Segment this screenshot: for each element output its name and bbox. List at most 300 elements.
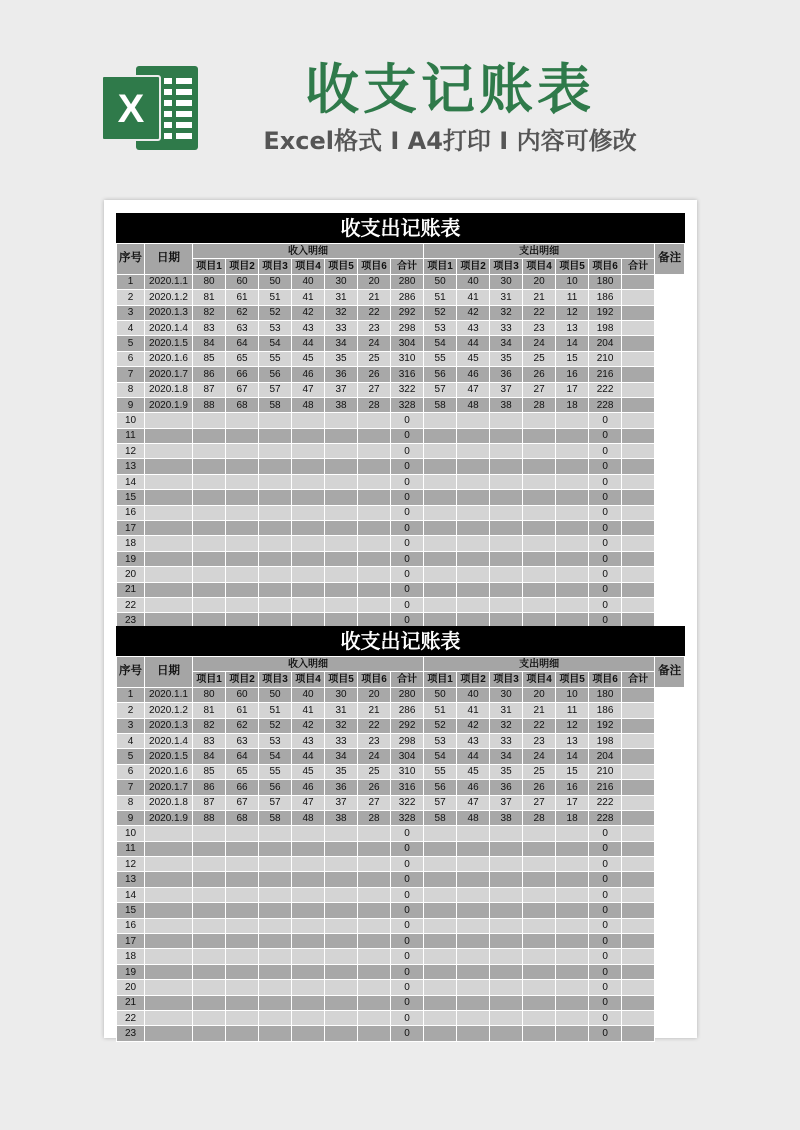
row-value[interactable] [457, 903, 490, 918]
row-value[interactable]: 32 [490, 718, 523, 733]
row-value[interactable]: 0 [391, 887, 424, 902]
row-value[interactable] [292, 918, 325, 933]
row-value[interactable] [556, 857, 589, 872]
row-value[interactable] [325, 521, 358, 536]
row-value[interactable] [292, 857, 325, 872]
row-note[interactable] [622, 536, 655, 551]
row-value[interactable]: 328 [391, 810, 424, 825]
row-value[interactable]: 30 [325, 687, 358, 702]
row-value[interactable]: 51 [259, 290, 292, 305]
row-value[interactable] [523, 1010, 556, 1025]
row-value[interactable]: 33 [325, 320, 358, 335]
row-date[interactable]: 2020.1.9 [145, 397, 193, 412]
row-value[interactable] [325, 826, 358, 841]
row-value[interactable] [226, 567, 259, 582]
row-value[interactable]: 26 [358, 367, 391, 382]
row-value[interactable]: 66 [226, 780, 259, 795]
row-value[interactable] [490, 567, 523, 582]
row-value[interactable] [358, 444, 391, 459]
row-value[interactable] [325, 490, 358, 505]
row-value[interactable] [556, 872, 589, 887]
row-note[interactable] [622, 918, 655, 933]
row-value[interactable]: 22 [523, 305, 556, 320]
row-date[interactable]: 2020.1.6 [145, 764, 193, 779]
row-index[interactable]: 1 [117, 274, 145, 289]
row-index[interactable]: 15 [117, 490, 145, 505]
row-date[interactable] [145, 536, 193, 551]
row-note[interactable] [622, 703, 655, 718]
row-value[interactable] [259, 505, 292, 520]
row-value[interactable]: 0 [391, 474, 424, 489]
row-note[interactable] [622, 505, 655, 520]
row-value[interactable]: 64 [226, 336, 259, 351]
row-value[interactable]: 32 [325, 305, 358, 320]
row-value[interactable]: 46 [457, 780, 490, 795]
row-value[interactable] [193, 413, 226, 428]
row-value[interactable] [556, 826, 589, 841]
row-value[interactable] [226, 490, 259, 505]
row-value[interactable]: 68 [226, 810, 259, 825]
row-date[interactable] [145, 964, 193, 979]
row-value[interactable] [193, 459, 226, 474]
row-value[interactable] [490, 980, 523, 995]
row-value[interactable]: 26 [523, 367, 556, 382]
row-value[interactable]: 83 [193, 733, 226, 748]
row-value[interactable]: 0 [391, 857, 424, 872]
row-value[interactable]: 35 [490, 351, 523, 366]
row-value[interactable] [523, 918, 556, 933]
row-value[interactable] [226, 826, 259, 841]
row-value[interactable] [358, 567, 391, 582]
row-value[interactable]: 0 [589, 903, 622, 918]
row-value[interactable] [424, 903, 457, 918]
row-value[interactable]: 50 [424, 274, 457, 289]
row-value[interactable] [193, 1026, 226, 1041]
row-value[interactable]: 80 [193, 687, 226, 702]
row-value[interactable]: 30 [325, 274, 358, 289]
row-value[interactable] [292, 597, 325, 612]
row-value[interactable]: 41 [292, 290, 325, 305]
row-value[interactable]: 47 [457, 795, 490, 810]
row-date[interactable]: 2020.1.5 [145, 336, 193, 351]
row-value[interactable] [490, 1010, 523, 1025]
row-date[interactable]: 2020.1.8 [145, 795, 193, 810]
row-value[interactable]: 24 [523, 336, 556, 351]
row-note[interactable] [622, 459, 655, 474]
row-index[interactable]: 20 [117, 980, 145, 995]
row-value[interactable] [523, 597, 556, 612]
row-value[interactable]: 12 [556, 305, 589, 320]
row-value[interactable]: 12 [556, 718, 589, 733]
row-value[interactable]: 304 [391, 749, 424, 764]
row-index[interactable]: 23 [117, 1026, 145, 1041]
row-value[interactable] [424, 995, 457, 1010]
row-value[interactable] [556, 980, 589, 995]
row-value[interactable]: 44 [292, 336, 325, 351]
row-value[interactable]: 41 [457, 703, 490, 718]
row-value[interactable]: 43 [457, 733, 490, 748]
row-date[interactable] [145, 887, 193, 902]
row-date[interactable] [145, 903, 193, 918]
row-value[interactable] [556, 949, 589, 964]
row-value[interactable] [457, 444, 490, 459]
row-value[interactable] [292, 903, 325, 918]
row-value[interactable]: 27 [523, 382, 556, 397]
row-value[interactable] [424, 428, 457, 443]
row-value[interactable]: 0 [589, 949, 622, 964]
row-value[interactable]: 228 [589, 810, 622, 825]
row-value[interactable] [226, 949, 259, 964]
row-value[interactable]: 0 [589, 1010, 622, 1025]
row-value[interactable] [193, 474, 226, 489]
row-value[interactable] [523, 505, 556, 520]
row-value[interactable] [325, 536, 358, 551]
row-value[interactable] [424, 474, 457, 489]
row-note[interactable] [622, 795, 655, 810]
row-value[interactable]: 65 [226, 764, 259, 779]
row-value[interactable] [226, 474, 259, 489]
row-value[interactable]: 222 [589, 795, 622, 810]
row-date[interactable]: 2020.1.9 [145, 810, 193, 825]
row-value[interactable] [523, 428, 556, 443]
row-date[interactable]: 2020.1.7 [145, 367, 193, 382]
row-value[interactable]: 222 [589, 382, 622, 397]
row-value[interactable] [292, 887, 325, 902]
row-value[interactable] [325, 934, 358, 949]
row-date[interactable]: 2020.1.2 [145, 703, 193, 718]
row-value[interactable] [523, 949, 556, 964]
row-note[interactable] [622, 290, 655, 305]
row-value[interactable] [457, 521, 490, 536]
row-value[interactable]: 15 [556, 764, 589, 779]
row-value[interactable]: 328 [391, 397, 424, 412]
row-value[interactable] [358, 428, 391, 443]
row-value[interactable]: 28 [358, 810, 391, 825]
row-value[interactable] [325, 428, 358, 443]
row-value[interactable]: 27 [358, 795, 391, 810]
row-note[interactable] [622, 1026, 655, 1041]
row-value[interactable] [556, 1026, 589, 1041]
row-note[interactable] [622, 428, 655, 443]
row-value[interactable] [457, 980, 490, 995]
row-value[interactable] [259, 597, 292, 612]
row-value[interactable]: 87 [193, 382, 226, 397]
row-date[interactable] [145, 995, 193, 1010]
row-index[interactable]: 9 [117, 397, 145, 412]
row-date[interactable] [145, 949, 193, 964]
row-note[interactable] [622, 780, 655, 795]
row-date[interactable] [145, 1026, 193, 1041]
row-value[interactable]: 57 [259, 795, 292, 810]
row-value[interactable]: 85 [193, 351, 226, 366]
row-value[interactable]: 84 [193, 749, 226, 764]
row-value[interactable]: 28 [523, 810, 556, 825]
row-value[interactable] [292, 1026, 325, 1041]
row-value[interactable] [424, 964, 457, 979]
row-value[interactable]: 55 [424, 764, 457, 779]
row-index[interactable]: 4 [117, 320, 145, 335]
row-value[interactable] [457, 567, 490, 582]
row-date[interactable] [145, 857, 193, 872]
row-date[interactable]: 2020.1.5 [145, 749, 193, 764]
row-value[interactable] [424, 413, 457, 428]
row-value[interactable]: 23 [358, 733, 391, 748]
row-value[interactable] [358, 964, 391, 979]
row-value[interactable] [556, 841, 589, 856]
row-value[interactable]: 31 [325, 703, 358, 718]
row-index[interactable]: 23 [117, 613, 145, 628]
row-value[interactable] [325, 505, 358, 520]
row-value[interactable]: 228 [589, 397, 622, 412]
row-value[interactable] [523, 857, 556, 872]
row-value[interactable]: 52 [259, 718, 292, 733]
row-note[interactable] [622, 490, 655, 505]
row-note[interactable] [622, 687, 655, 702]
row-value[interactable]: 0 [589, 1026, 622, 1041]
row-value[interactable] [424, 872, 457, 887]
row-note[interactable] [622, 367, 655, 382]
row-value[interactable] [457, 1010, 490, 1025]
row-value[interactable]: 53 [424, 733, 457, 748]
row-note[interactable] [622, 903, 655, 918]
row-date[interactable]: 2020.1.4 [145, 320, 193, 335]
row-value[interactable]: 53 [259, 733, 292, 748]
row-value[interactable]: 48 [457, 810, 490, 825]
row-date[interactable] [145, 841, 193, 856]
row-value[interactable]: 280 [391, 687, 424, 702]
row-index[interactable]: 2 [117, 290, 145, 305]
row-value[interactable] [358, 474, 391, 489]
row-value[interactable]: 82 [193, 305, 226, 320]
row-value[interactable]: 14 [556, 336, 589, 351]
row-value[interactable] [523, 536, 556, 551]
row-value[interactable] [292, 428, 325, 443]
row-value[interactable] [226, 841, 259, 856]
row-value[interactable]: 34 [325, 749, 358, 764]
row-value[interactable] [292, 521, 325, 536]
row-note[interactable] [622, 857, 655, 872]
row-value[interactable]: 48 [292, 397, 325, 412]
row-value[interactable] [457, 964, 490, 979]
row-value[interactable] [490, 536, 523, 551]
row-index[interactable]: 2 [117, 703, 145, 718]
row-value[interactable]: 292 [391, 718, 424, 733]
row-value[interactable]: 68 [226, 397, 259, 412]
row-value[interactable]: 38 [325, 810, 358, 825]
row-value[interactable] [259, 980, 292, 995]
row-value[interactable]: 0 [391, 918, 424, 933]
row-value[interactable] [259, 444, 292, 459]
row-value[interactable]: 43 [292, 733, 325, 748]
row-value[interactable] [325, 995, 358, 1010]
row-date[interactable] [145, 521, 193, 536]
row-value[interactable] [193, 841, 226, 856]
row-value[interactable] [358, 934, 391, 949]
row-value[interactable]: 0 [589, 582, 622, 597]
row-index[interactable]: 14 [117, 474, 145, 489]
row-value[interactable] [325, 551, 358, 566]
row-value[interactable] [358, 536, 391, 551]
row-value[interactable]: 45 [457, 351, 490, 366]
row-value[interactable] [490, 521, 523, 536]
row-value[interactable]: 0 [391, 521, 424, 536]
row-value[interactable] [457, 597, 490, 612]
row-index[interactable]: 13 [117, 459, 145, 474]
row-value[interactable]: 31 [490, 290, 523, 305]
row-index[interactable]: 19 [117, 551, 145, 566]
row-value[interactable]: 47 [292, 795, 325, 810]
row-value[interactable]: 24 [523, 749, 556, 764]
row-value[interactable] [226, 551, 259, 566]
row-value[interactable] [457, 474, 490, 489]
row-value[interactable]: 36 [490, 780, 523, 795]
row-value[interactable] [457, 949, 490, 964]
row-value[interactable]: 42 [292, 305, 325, 320]
row-value[interactable] [358, 551, 391, 566]
row-date[interactable] [145, 551, 193, 566]
row-value[interactable] [193, 980, 226, 995]
row-value[interactable] [457, 413, 490, 428]
row-value[interactable]: 42 [457, 305, 490, 320]
row-value[interactable]: 0 [589, 964, 622, 979]
row-index[interactable]: 8 [117, 382, 145, 397]
row-value[interactable] [292, 1010, 325, 1025]
row-value[interactable]: 58 [259, 397, 292, 412]
row-value[interactable]: 34 [490, 749, 523, 764]
row-value[interactable]: 0 [589, 980, 622, 995]
row-value[interactable]: 66 [226, 367, 259, 382]
row-value[interactable]: 44 [457, 336, 490, 351]
row-index[interactable]: 5 [117, 749, 145, 764]
row-value[interactable] [358, 857, 391, 872]
row-value[interactable]: 316 [391, 780, 424, 795]
row-index[interactable]: 9 [117, 810, 145, 825]
row-value[interactable] [325, 887, 358, 902]
row-value[interactable]: 33 [325, 733, 358, 748]
row-value[interactable]: 31 [490, 703, 523, 718]
row-value[interactable] [523, 995, 556, 1010]
row-value[interactable]: 21 [523, 703, 556, 718]
row-value[interactable]: 63 [226, 320, 259, 335]
row-value[interactable]: 0 [391, 459, 424, 474]
row-note[interactable] [622, 320, 655, 335]
row-value[interactable]: 0 [391, 613, 424, 628]
row-value[interactable] [556, 474, 589, 489]
row-value[interactable] [193, 567, 226, 582]
row-value[interactable]: 13 [556, 733, 589, 748]
row-value[interactable] [457, 428, 490, 443]
row-value[interactable] [523, 980, 556, 995]
row-value[interactable]: 65 [226, 351, 259, 366]
row-note[interactable] [622, 444, 655, 459]
row-value[interactable] [325, 582, 358, 597]
row-value[interactable]: 52 [424, 305, 457, 320]
row-value[interactable] [556, 1010, 589, 1025]
row-value[interactable] [259, 536, 292, 551]
row-value[interactable] [523, 903, 556, 918]
row-value[interactable] [193, 490, 226, 505]
row-value[interactable]: 0 [589, 490, 622, 505]
row-value[interactable] [193, 1010, 226, 1025]
row-value[interactable] [325, 1010, 358, 1025]
row-value[interactable] [193, 521, 226, 536]
row-value[interactable] [490, 841, 523, 856]
row-note[interactable] [622, 305, 655, 320]
row-value[interactable] [259, 872, 292, 887]
row-value[interactable] [556, 934, 589, 949]
row-value[interactable] [226, 521, 259, 536]
row-value[interactable] [424, 459, 457, 474]
row-value[interactable] [523, 582, 556, 597]
row-value[interactable]: 0 [589, 597, 622, 612]
row-value[interactable] [424, 582, 457, 597]
row-value[interactable] [358, 949, 391, 964]
row-value[interactable] [556, 887, 589, 902]
row-date[interactable]: 2020.1.4 [145, 733, 193, 748]
row-value[interactable]: 27 [358, 382, 391, 397]
row-value[interactable] [193, 428, 226, 443]
row-index[interactable]: 6 [117, 764, 145, 779]
row-value[interactable] [193, 536, 226, 551]
row-value[interactable] [193, 964, 226, 979]
row-value[interactable]: 24 [358, 749, 391, 764]
row-value[interactable]: 310 [391, 351, 424, 366]
row-index[interactable]: 10 [117, 826, 145, 841]
row-value[interactable]: 40 [457, 687, 490, 702]
row-value[interactable]: 48 [457, 397, 490, 412]
row-value[interactable]: 67 [226, 795, 259, 810]
row-value[interactable] [424, 505, 457, 520]
row-value[interactable]: 55 [424, 351, 457, 366]
row-value[interactable] [259, 551, 292, 566]
row-value[interactable] [292, 826, 325, 841]
row-note[interactable] [622, 351, 655, 366]
row-index[interactable]: 11 [117, 841, 145, 856]
row-value[interactable]: 20 [358, 687, 391, 702]
row-value[interactable]: 37 [490, 795, 523, 810]
row-value[interactable]: 61 [226, 703, 259, 718]
row-value[interactable] [292, 474, 325, 489]
row-index[interactable]: 21 [117, 995, 145, 1010]
row-value[interactable] [259, 490, 292, 505]
row-value[interactable] [259, 521, 292, 536]
row-value[interactable] [457, 1026, 490, 1041]
row-value[interactable] [556, 444, 589, 459]
row-value[interactable] [259, 857, 292, 872]
row-value[interactable] [226, 505, 259, 520]
row-value[interactable]: 53 [259, 320, 292, 335]
row-value[interactable]: 0 [391, 444, 424, 459]
row-value[interactable] [193, 903, 226, 918]
row-value[interactable]: 54 [259, 749, 292, 764]
row-value[interactable] [424, 521, 457, 536]
row-note[interactable] [622, 582, 655, 597]
row-value[interactable]: 0 [391, 413, 424, 428]
row-value[interactable] [226, 857, 259, 872]
row-value[interactable] [523, 474, 556, 489]
row-note[interactable] [622, 980, 655, 995]
row-value[interactable] [325, 444, 358, 459]
row-value[interactable] [523, 521, 556, 536]
row-value[interactable]: 81 [193, 703, 226, 718]
row-note[interactable] [622, 567, 655, 582]
row-date[interactable] [145, 1010, 193, 1025]
row-value[interactable]: 57 [424, 795, 457, 810]
row-date[interactable] [145, 826, 193, 841]
row-value[interactable] [292, 551, 325, 566]
row-value[interactable]: 41 [457, 290, 490, 305]
row-value[interactable] [457, 582, 490, 597]
